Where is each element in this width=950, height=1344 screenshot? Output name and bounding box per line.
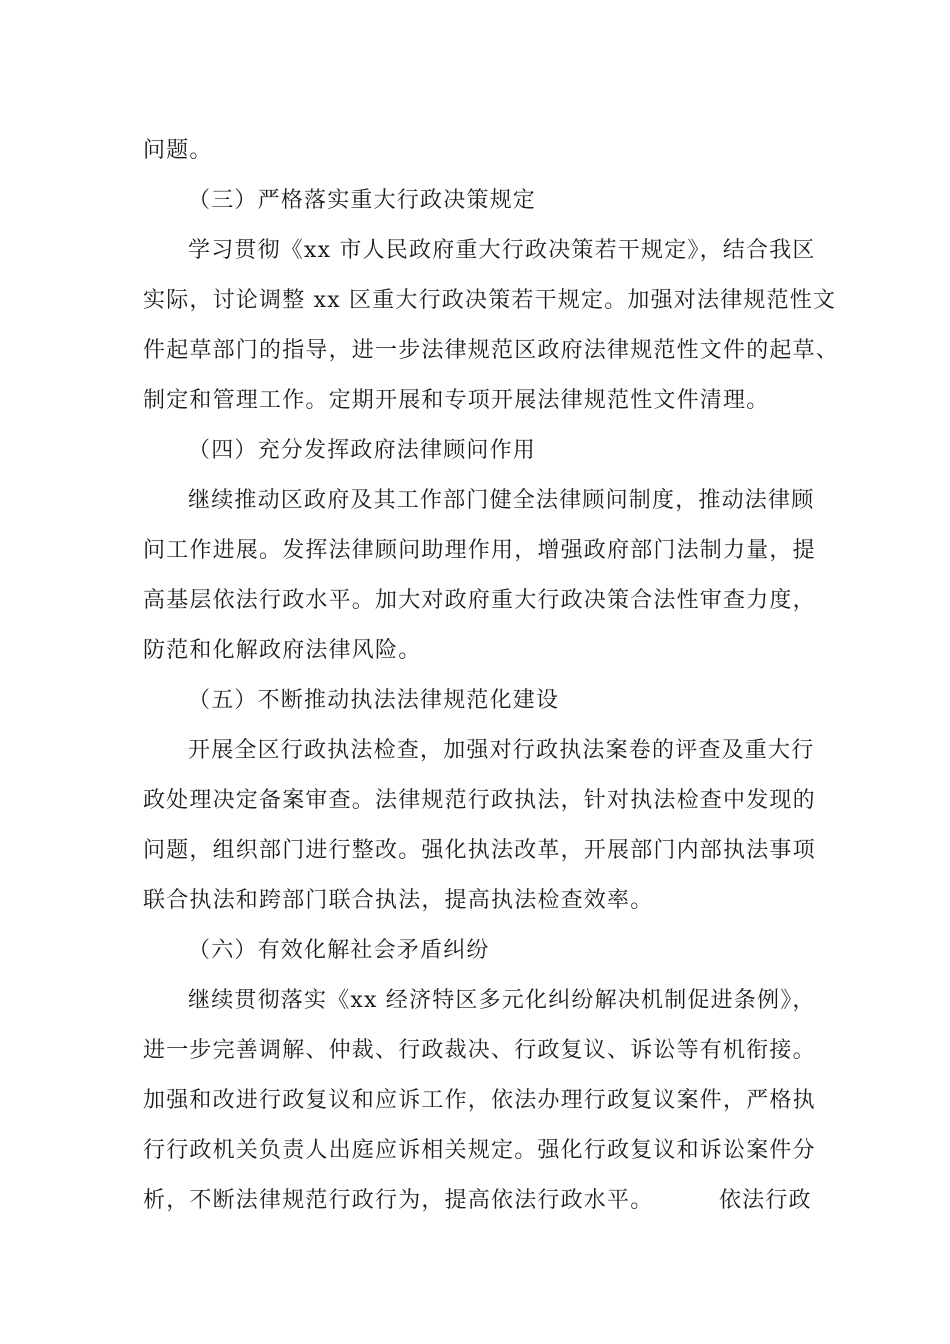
paragraph-line: 防范和化解政府法律风险。 xyxy=(143,638,422,663)
paragraph-line: 高基层依法行政水平。加大对政府重大行政决策合法性审查力度， xyxy=(143,588,816,613)
paragraph-line: 开展全区行政执法检查，加强对行政执法案卷的评查及重大行 xyxy=(188,738,815,763)
paragraph-line: 问题。 xyxy=(143,138,213,163)
paragraph-line: 实际，讨论调整 xx 区重大行政决策若干规定。加强对法律规范性文 xyxy=(143,288,837,313)
paragraph-line: 行行政机关负责人出庭应诉相关规定。强化行政复议和诉讼案件分 xyxy=(143,1138,816,1163)
paragraph-line: 问题，组织部门进行整改。强化执法改革，开展部门内部执法事项 xyxy=(143,838,816,863)
section-heading-6: （六）有效化解社会矛盾纠纷 xyxy=(188,938,490,963)
paragraph-line: 继续贯彻落实《xx 经济特区多元化纠纷解决机制促进条例》， xyxy=(188,988,816,1013)
paragraph-line: 继续推动区政府及其工作部门健全法律顾问制度，推动法律顾 xyxy=(188,488,815,513)
paragraph-line: 学习贯彻《xx 市人民政府重大行政决策若干规定》，结合我区 xyxy=(188,238,816,263)
paragraph-line: 制定和管理工作。定期开展和专项开展法律规范性文件清理。 xyxy=(143,388,770,413)
paragraph-line: 加强和改进行政复议和应诉工作，依法办理行政复议案件，严格执 xyxy=(143,1088,816,1113)
section-heading-4: （四）充分发挥政府法律顾问作用 xyxy=(188,438,537,463)
paragraph-line: 政处理决定备案审查。法律规范行政执法，针对执法检查中发现的 xyxy=(143,788,816,813)
section-heading-5: （五）不断推动执法法律规范化建设 xyxy=(188,688,560,713)
paragraph-line: 析，不断法律规范行政行为，提高依法行政水平。 依法行政 xyxy=(143,1188,812,1213)
section-heading-3: （三）严格落实重大行政决策规定 xyxy=(188,188,537,213)
paragraph-line: 联合执法和跨部门联合执法，提高执法检查效率。 xyxy=(143,888,654,913)
paragraph-line: 进一步完善调解、仲裁、行政裁决、行政复议、诉讼等有机衔接。 xyxy=(143,1038,816,1063)
paragraph-line: 问工作进展。发挥法律顾问助理作用，增强政府部门法制力量，提 xyxy=(143,538,816,563)
paragraph-line: 件起草部门的指导，进一步法律规范区政府法律规范性文件的起草、 xyxy=(143,338,840,363)
